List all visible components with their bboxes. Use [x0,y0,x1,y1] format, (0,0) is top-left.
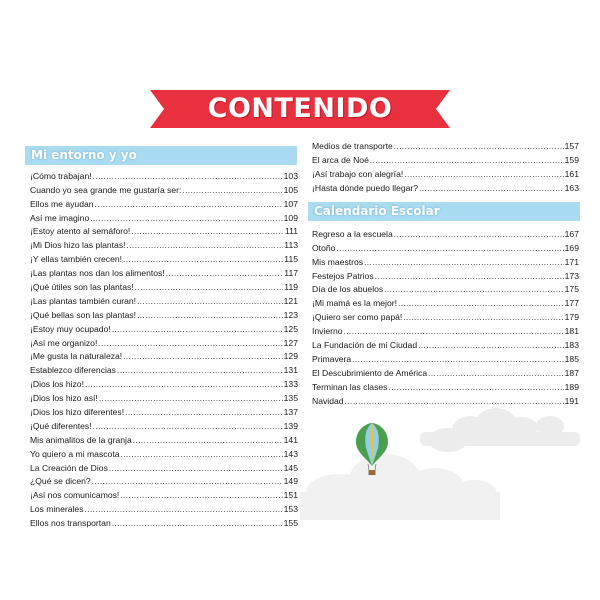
toc-entry [30,361,298,375]
toc-entry-title: La Fundación de mi Ciudad [312,340,418,351]
toc-entry [30,167,298,181]
toc-entry-page: 177 [564,298,579,309]
dot-leader [182,186,282,195]
dot-leader [370,156,564,165]
toc-entry-page: 131 [283,365,298,376]
toc-entry [30,389,298,403]
dot-leader [344,327,564,336]
toc-entry [30,403,298,417]
toc-entry-title: Ellos me ayudan [30,198,94,209]
dot-leader [93,422,283,431]
toc-entry-page: 149 [283,476,298,487]
dot-leader [99,394,283,403]
toc-entry-title: El Descubrimiento de América [312,367,428,378]
toc-entry-title: Festejos Patrios [312,270,374,281]
toc-entry-title: Día de los abuelos [312,284,384,295]
section-header-calendario: Calendario Escolar [308,202,580,221]
toc-entry [30,236,298,250]
toc-entry-page: 159 [564,154,579,165]
toc-entry [30,334,298,348]
dot-leader [123,255,283,264]
toc-entry-title: Los minerales [30,504,84,515]
dot-leader [166,269,284,278]
toc-entry-title: ¡Y ellas también crecen! [30,254,123,265]
dot-leader [419,184,564,193]
toc-entry-page: 111 [284,226,298,237]
toc-entry [312,308,579,322]
dot-leader [137,297,283,306]
toc-entry [30,209,298,223]
dot-leader [90,214,282,223]
toc-entry-title: Cuando yo sea grande me gustaría ser: [30,184,182,195]
toc-entry-title: Ellos nos transportan [30,518,111,529]
toc-entry-title: ¡Me gusta la naturaleza! [30,351,123,362]
toc-entry-page: 139 [283,420,298,431]
dot-leader [95,200,283,209]
toc-entry-title: Mis animalitos de la granja [30,434,132,445]
toc-entry-page: 169 [564,242,579,253]
toc-entry [312,225,579,239]
toc-entry [312,151,579,165]
toc-entry [312,281,579,295]
toc-entry [312,322,579,336]
toc-entry-title: ¡Dios los hizo! [30,379,84,390]
dot-leader [92,477,283,486]
toc-entry-page: 109 [283,212,298,223]
toc-entry-title: Yo quiero a mi mascota [30,448,120,459]
toc-entry-page: 167 [564,228,579,239]
toc-entry-page: 161 [564,168,579,179]
toc-entry-page: 191 [564,395,579,406]
toc-entry-title: Así me imagino [30,212,90,223]
toc-entry [312,364,579,378]
toc-entry-title: ¡Quiero ser como papá! [312,312,403,323]
toc-entry-page: 179 [564,312,579,323]
toc-entry [312,350,579,364]
toc-entry-page: 143 [283,448,298,459]
toc-entry-page: 163 [564,182,579,193]
dot-leader [127,241,284,250]
dot-leader [428,369,564,378]
toc-entry-page: 181 [564,326,579,337]
toc-entry-title: ¡Estoy atento al semáforo! [30,226,131,237]
toc-entry-title: ¡Estoy muy ocupado! [30,323,111,334]
toc-entry-page: 129 [283,351,298,362]
toc-entry-page: 155 [283,518,298,529]
toc-right-top-list [312,137,579,193]
toc-entry-page: 113 [284,240,298,251]
toc-entry [312,253,579,267]
toc-entry-title: El arca de Noé [312,154,369,165]
toc-left-list [30,167,298,528]
toc-entry [30,473,298,487]
dot-leader [120,491,282,500]
toc-entry [30,181,298,195]
dot-leader [112,325,283,334]
toc-entry-page: 151 [283,490,298,501]
dot-leader [375,272,564,281]
clouds-illustration [300,400,600,520]
toc-entry-title: ¡Cómo trabajan! [30,170,92,181]
cloud-upper [420,408,580,452]
toc-entry-page: 127 [283,337,298,348]
toc-entry-title: Otoño [312,242,336,253]
title-banner [150,88,450,130]
toc-entry [312,267,579,281]
toc-entry-page: 171 [564,256,579,267]
toc-entry [312,336,579,350]
toc-entry-title: Medios de transporte [312,140,393,151]
toc-entry [30,195,298,209]
toc-entry-page: 153 [283,504,298,515]
toc-entry-page: 183 [564,340,579,351]
toc-entry-page: 141 [283,434,298,445]
toc-entry [30,306,298,320]
toc-entry [30,264,298,278]
toc-entry-page: 115 [284,254,298,265]
toc-entry-title: ¡Así me organizo! [30,337,98,348]
toc-entry [30,375,298,389]
toc-right-list [312,225,579,406]
dot-leader [336,244,563,253]
toc-entry-page: 175 [564,284,579,295]
toc-entry [30,459,298,473]
toc-entry-title: ¡Las plantas nos dan los alimentos! [30,268,165,279]
toc-entry-page: 119 [284,282,298,293]
toc-entry-title: ¡Qué bellas son las plantas! [30,309,137,320]
dot-leader [394,230,564,239]
toc-entry-page: 105 [283,184,298,195]
dot-leader [98,339,282,348]
dot-leader [85,380,283,389]
toc-entry-page: 189 [564,381,579,392]
dot-leader [384,285,563,294]
toc-entry-page: 137 [283,407,298,418]
toc-entry [30,292,298,306]
toc-entry-page: 157 [564,140,579,151]
toc-entry [30,320,298,334]
toc-entry [30,348,298,362]
toc-entry-title: ¡Así trabajo con alegría! [312,168,404,179]
toc-entry-page: 121 [283,295,298,306]
dot-leader [133,436,283,445]
dot-leader [121,450,283,459]
dot-leader [398,299,564,308]
toc-entry-title: ¡Hasta dónde puedo llegar? [312,182,419,193]
toc-entry-page: 125 [283,323,298,334]
toc-entry-title: ¡Dios los hizo así! [30,393,98,404]
toc-entry-page: 185 [564,353,579,364]
toc-entry [312,378,579,392]
dot-leader [135,283,284,292]
toc-entry-title: ¡Qué diferentes! [30,420,92,431]
toc-entry [30,250,298,264]
toc-entry-page: 123 [283,309,298,320]
toc-entry-title: ¡Las plantas también curan! [30,295,137,306]
toc-entry [312,137,579,151]
toc-entry-page: 107 [283,198,298,209]
toc-entry [30,514,298,528]
dot-leader [125,408,283,417]
toc-entry-title: ¡Mi Dios hizo las plantas! [30,240,126,251]
dot-leader [352,355,563,364]
dot-leader [403,313,563,322]
dot-leader [93,172,283,181]
toc-entry [312,179,579,193]
toc-entry-title: La Creación de Dios [30,462,108,473]
dot-leader [85,505,283,514]
toc-entry-title: Primavera [312,353,352,364]
dot-leader [394,142,564,151]
toc-entry-title: ¡Dios los hizo diferentes! [30,407,125,418]
toc-entry-title: Establezco diferencias [30,365,116,376]
toc-entry-title: Invierno [312,326,343,337]
dot-leader [112,519,283,528]
toc-entry-title: Terminan las clases [312,381,388,392]
toc-entry [312,294,579,308]
toc-entry-page: 117 [284,268,298,279]
dot-leader [117,366,283,375]
toc-entry [30,417,298,431]
toc-entry-title: ¡Qué útiles son las plantas! [30,282,134,293]
dot-leader [388,383,563,392]
toc-entry-page: 187 [564,367,579,378]
toc-entry [30,445,298,459]
toc-entry-page: 133 [283,379,298,390]
dot-leader [137,311,283,320]
section-header-mi-entorno: Mi entorno y yo [25,146,297,165]
toc-entry [30,431,298,445]
toc-entry-title: ¡Así nos comunicamos! [30,490,120,501]
dot-leader [418,341,564,350]
toc-entry-page: 173 [564,270,579,281]
toc-entry-title: Navidad [312,395,344,406]
toc-entry [312,239,579,253]
toc-entry-title: ¿Qué se dicen? [30,476,91,487]
toc-entry [312,165,579,179]
cloud-lower [300,454,500,520]
toc-entry-page: 103 [283,170,298,181]
toc-entry [30,500,298,514]
toc-entry-title: Mis maestros [312,256,364,267]
toc-entry [30,278,298,292]
dot-leader [123,352,282,361]
dot-leader [364,258,564,267]
toc-entry [30,486,298,500]
toc-entry-title: ¡Mi mamá es la mejor! [312,298,397,309]
dot-leader [131,227,284,236]
toc-entry-page: 135 [283,393,298,404]
dot-leader [109,464,283,473]
toc-entry-page: 145 [283,462,298,473]
toc-entry [30,223,298,237]
page-title: CONTENIDO [207,93,393,124]
toc-entry-title: Regreso a la escuela [312,228,393,239]
dot-leader [404,170,563,179]
